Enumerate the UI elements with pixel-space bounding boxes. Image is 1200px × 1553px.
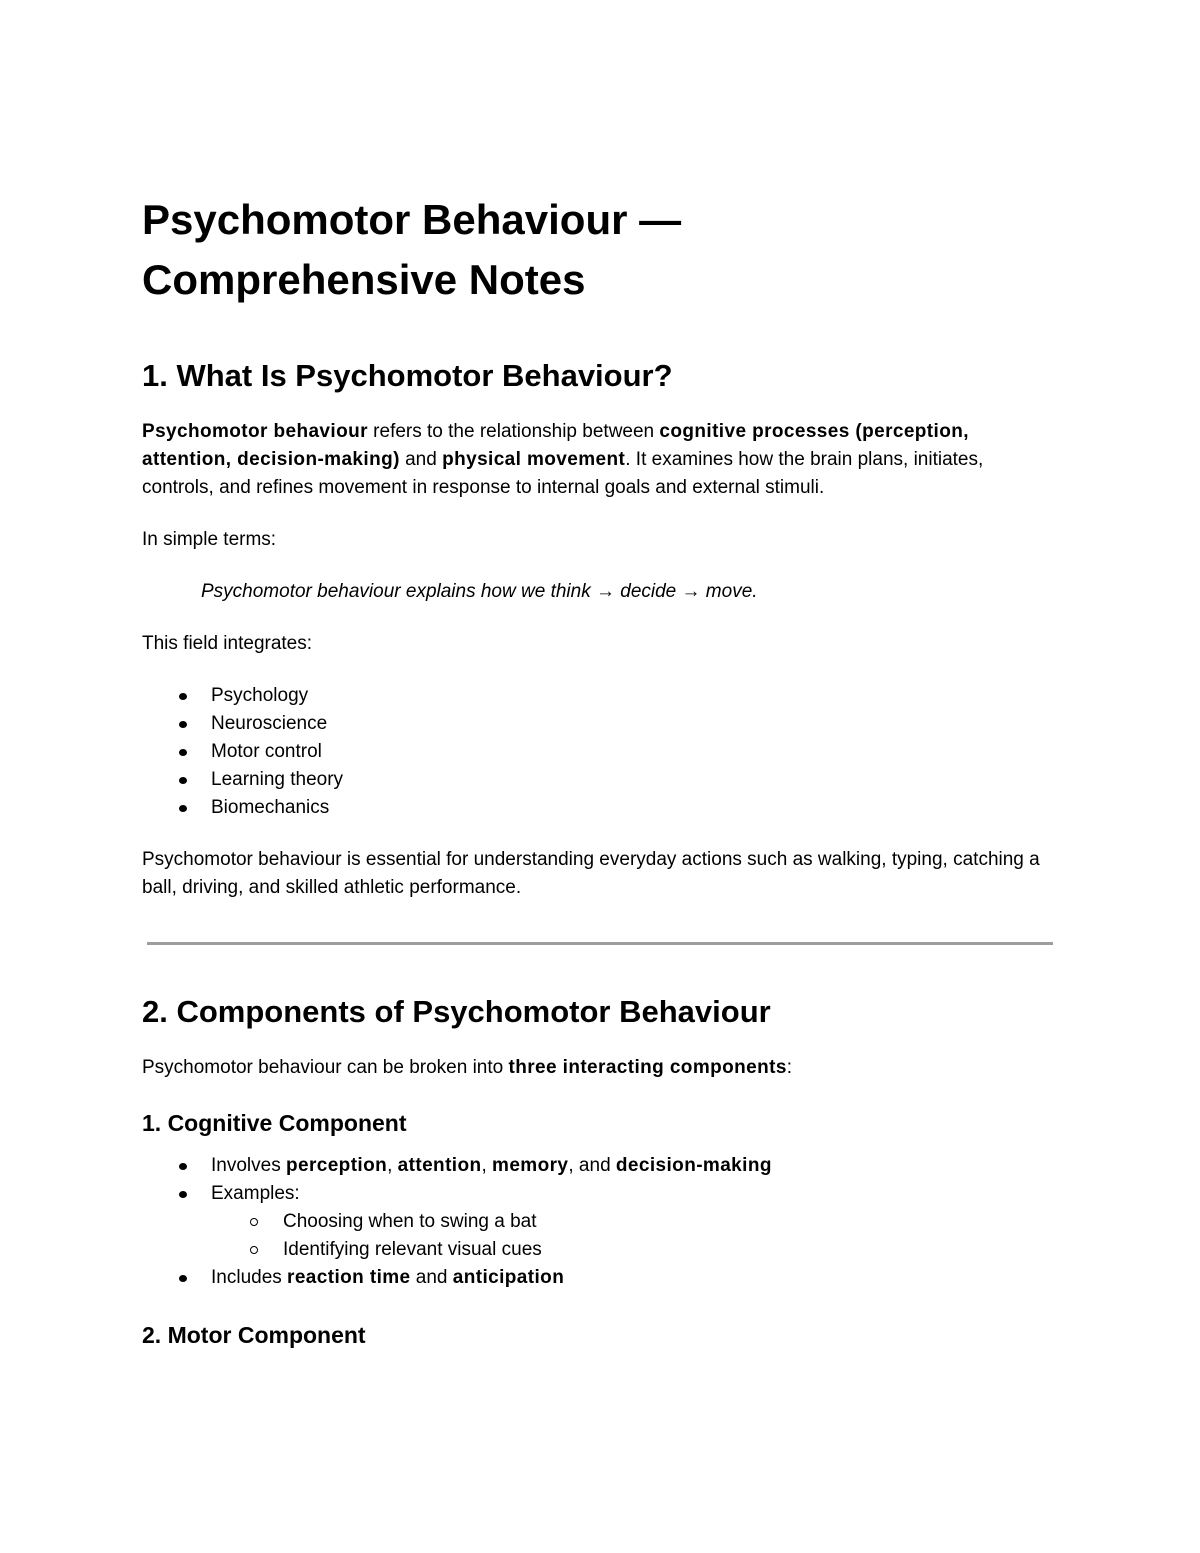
bullet-icon — [179, 805, 187, 812]
hollow-bullet-icon — [250, 1246, 258, 1254]
bold-term: reaction time — [287, 1267, 411, 1288]
list-item: Includes reaction time and anticipation — [142, 1264, 1057, 1292]
bold-term: decision-making — [615, 1155, 772, 1176]
title-line-2: Comprehensive Notes — [142, 256, 586, 303]
bold-term: physical movement — [442, 449, 626, 470]
document-title — [142, 190, 1057, 310]
bullet-icon — [179, 777, 187, 784]
bold-term: attention — [397, 1155, 482, 1176]
essential-paragraph: Psychomotor behaviour is essential for understanding everyday actions such as walking, typing, catching a ball, driving, and skilled athletic performance. — [142, 849, 1040, 898]
list-item: Motor control — [142, 738, 1057, 766]
horizontal-divider — [147, 942, 1053, 945]
sublist-item: Choosing when to swing a bat — [142, 1208, 1057, 1236]
bullet-icon — [179, 1275, 187, 1282]
hollow-bullet-icon — [250, 1218, 258, 1226]
bullet-icon — [179, 1163, 187, 1170]
list-item: Involves perception, attention, memory, and decision-making — [142, 1152, 1057, 1180]
section-2-heading: 2. Components of Psychomotor Behaviour — [142, 994, 771, 1029]
examples-sublist — [142, 1208, 1057, 1264]
sublist-item: Identifying relevant visual cues — [142, 1236, 1057, 1264]
list-item: Biomechanics — [142, 794, 1057, 822]
cognitive-component-heading: 1. Cognitive Component — [142, 1110, 407, 1136]
section-1-heading: 1. What Is Psychomotor Behaviour? — [142, 358, 673, 393]
bullet-icon — [179, 693, 187, 700]
fields-list — [142, 682, 1057, 822]
cognitive-list-continued — [142, 1264, 1057, 1292]
cognitive-list — [142, 1152, 1057, 1208]
bullet-icon — [179, 721, 187, 728]
bold-term: Psychomotor behaviour — [142, 421, 368, 442]
bullet-icon — [179, 749, 187, 756]
title-line-1: Psychomotor Behaviour — — [142, 196, 682, 243]
bold-term: cognitive processes (perception, attention, decision-making) — [142, 421, 969, 470]
bold-term: memory — [492, 1155, 569, 1176]
bold-term: anticipation — [452, 1267, 565, 1288]
list-item: Psychology — [142, 682, 1057, 710]
document-page — [142, 190, 1057, 1350]
list-item: Learning theory — [142, 766, 1057, 794]
definition-paragraph: Psychomotor behaviour refers to the relationship between cognitive processes (perception, attention, decision-making) and physical movement. It examines how the brain plans, initiates, controls, and refines movement in response to internal goals and external stimuli. — [142, 421, 984, 498]
italic-quote: Psychomotor behaviour explains how we think → decide → move. — [201, 581, 758, 602]
bullet-icon — [179, 1191, 187, 1198]
components-intro: Psychomotor behaviour can be broken into three interacting components: — [142, 1057, 793, 1078]
integrates-text: This field integrates: — [142, 633, 313, 654]
list-item: Neuroscience — [142, 710, 1057, 738]
motor-component-heading: 2. Motor Component — [142, 1322, 366, 1348]
bold-term: three interacting components — [508, 1057, 787, 1078]
simple-terms-text: In simple terms: — [142, 529, 277, 550]
bold-term: perception — [285, 1155, 388, 1176]
list-item: Examples: — [142, 1180, 1057, 1208]
